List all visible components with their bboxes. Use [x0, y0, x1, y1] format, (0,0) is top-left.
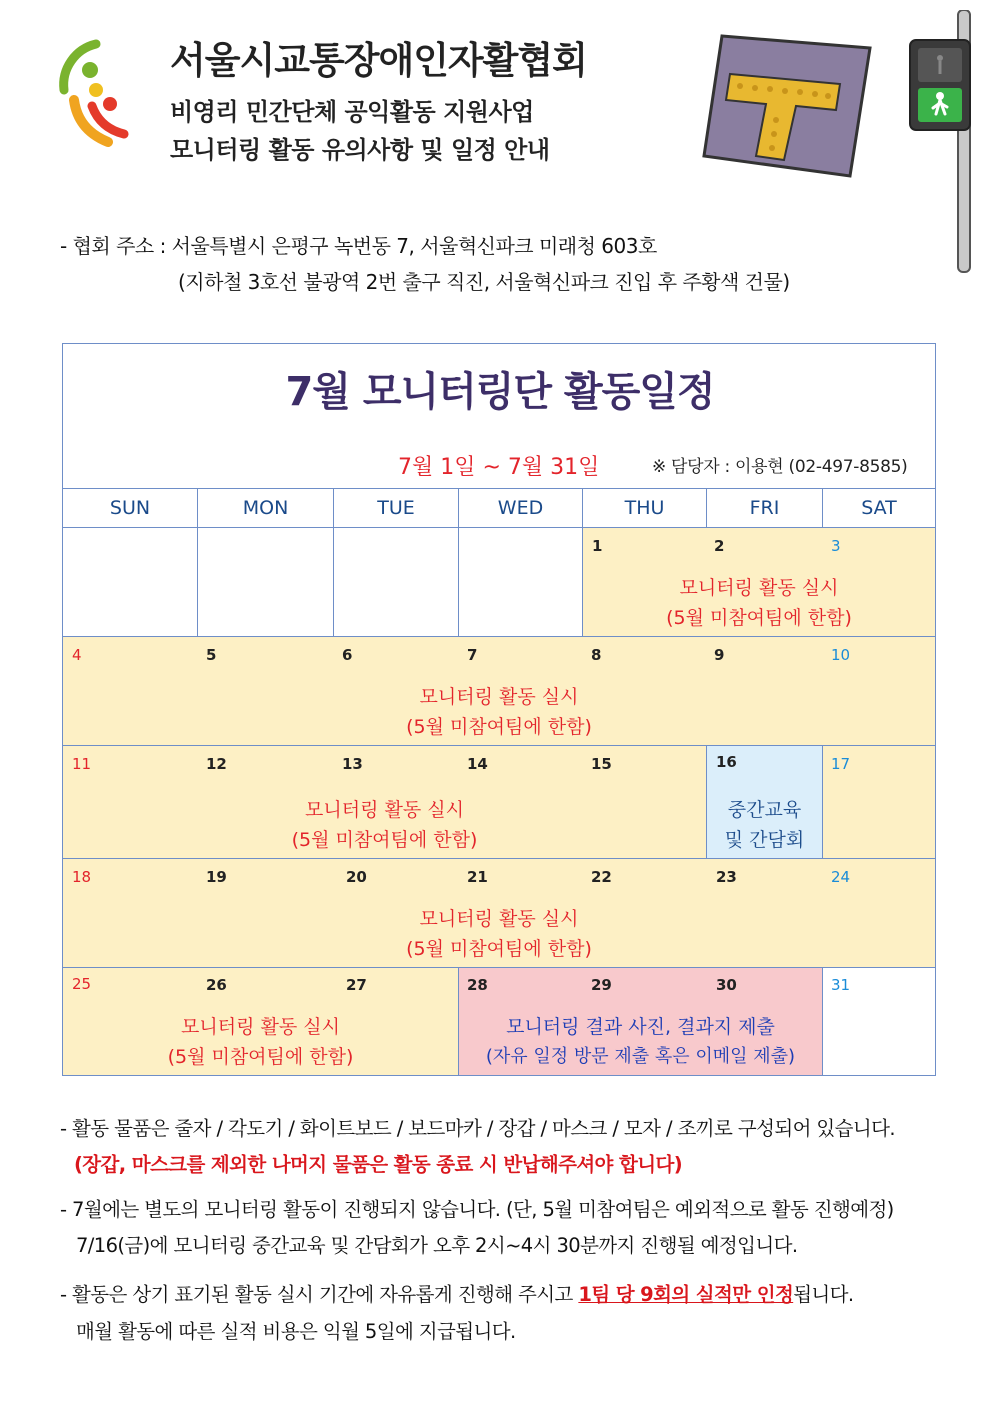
event-monitoring: 모니터링 활동 실시	[679, 577, 839, 599]
day-number: 24	[831, 868, 851, 886]
event-monitoring: 모니터링 활동 실시	[181, 1016, 340, 1038]
day-number: 1	[592, 537, 603, 555]
note-payment: 매월 활동에 따른 실적 비용은 익월 5일에 지급됩니다.	[76, 1320, 516, 1343]
day-number: 13	[342, 755, 363, 773]
calendar-date-range: 7월 1일 ~ 7월 31일	[398, 455, 600, 480]
note-july-schedule: - 7월에는 별도의 모니터링 활동이 진행되지 않습니다. (단, 5월 미참여팀은 예외적으로 활동 진행예정)	[60, 1198, 894, 1221]
contact-person: ※ 담당자 : 이용현 (02-497-8585)	[652, 457, 908, 477]
event-monitoring: 모니터링 활동 실시	[419, 686, 579, 708]
weekday-fri: FRI	[706, 488, 823, 528]
day-number: 29	[591, 976, 612, 994]
note-activity-highlight: 1팀 당 9회의 실적만 인정	[578, 1283, 794, 1306]
event-mid-education: 중간교육	[727, 799, 802, 821]
day-number: 2	[714, 537, 725, 555]
day-number: 12	[206, 755, 227, 773]
calendar-empty-cell	[333, 527, 459, 637]
braille-block-illustration	[700, 30, 875, 180]
day-number: 23	[716, 868, 737, 886]
day-number: 16	[716, 753, 737, 771]
day-number: 17	[831, 755, 851, 773]
day-number: 8	[591, 646, 602, 664]
day-number: 11	[72, 755, 92, 773]
event-meeting: 및 간담회	[724, 829, 805, 851]
day-number: 21	[467, 868, 488, 886]
event-monitoring: 모니터링 활동 실시	[305, 799, 464, 821]
event-submission: 모니터링 결과 사진, 결과지 제출	[506, 1016, 775, 1038]
address-directions: (지하철 3호선 불광역 2번 출구 직진, 서울혁신파크 진입 후 주황색 건물)	[178, 270, 790, 294]
day-number: 14	[467, 755, 488, 773]
day-number: 7	[467, 646, 478, 664]
organization-name: 서울시교통장애인자활협회	[170, 39, 587, 82]
note-activity-rule	[60, 1279, 854, 1307]
calendar-title: 7월 모니터링단 활동일정	[285, 369, 715, 415]
event-monitoring-note: (5월 미참여팀에 한함)	[666, 607, 852, 629]
note-mid-education: 7/16(금)에 모니터링 중간교육 및 간담회가 오후 2시~4시 30분까지 진행될 예정입니다.	[76, 1234, 798, 1257]
weekday-thu: THU	[582, 488, 707, 528]
day-number: 10	[831, 646, 851, 664]
day-number: 6	[342, 646, 353, 664]
note-activity-rule-text: - 활동은 상기 표기된 활동 실시 기간에 자유롭게 진행해 주시고	[60, 1283, 579, 1306]
day-number: 30	[716, 976, 737, 994]
note-equipment: - 활동 물품은 줄자 / 각도기 / 화이트보드 / 보드마카 / 장갑 / 마스크 / 모자 / 조끼로 구성되어 있습니다.	[60, 1117, 895, 1140]
weekday-wed: WED	[458, 488, 583, 528]
note-equipment-return: (장갑, 마스크를 제외한 나머지 물품은 활동 종료 시 반납해주셔야 합니다)	[74, 1153, 683, 1176]
address-line: - 협회 주소 : 서울특별시 은평구 녹번동 7, 서울혁신파크 미래청 603호	[60, 234, 657, 258]
notice-subtitle: 모니터링 활동 유의사항 및 일정 안내	[170, 136, 550, 164]
day-number: 26	[206, 976, 227, 994]
day-number: 19	[206, 868, 227, 886]
day-number: 4	[72, 646, 82, 664]
event-submission-note: (자유 일정 방문 제출 혹은 이메일 제출)	[485, 1046, 796, 1067]
event-monitoring-note: (5월 미참여팀에 한함)	[167, 1046, 354, 1068]
pedestrian-signal-illustration	[900, 10, 990, 275]
day-number: 31	[831, 976, 851, 994]
day-number: 18	[72, 868, 92, 886]
event-monitoring-note: (5월 미참여팀에 한함)	[406, 938, 592, 960]
association-logo-icon	[44, 30, 164, 150]
day-number: 15	[591, 755, 612, 773]
event-monitoring-note: (5월 미참여팀에 한함)	[406, 716, 592, 738]
day-number: 5	[206, 646, 217, 664]
day-number: 9	[714, 646, 725, 664]
weekday-mon: MON	[197, 488, 334, 528]
event-monitoring-note: (5월 미참여팀에 한함)	[291, 829, 478, 851]
project-subtitle: 비영리 민간단체 공익활동 지원사업	[170, 98, 534, 126]
day-number: 22	[591, 868, 612, 886]
day-number: 28	[467, 976, 488, 994]
day-number: 25	[72, 975, 92, 993]
calendar-empty-cell	[62, 527, 198, 637]
day-number: 20	[346, 868, 367, 886]
day-number: 3	[831, 537, 841, 555]
note-activity-rule-end: 됩니다.	[793, 1283, 854, 1306]
weekday-sat: SAT	[822, 488, 936, 528]
day-number: 27	[346, 976, 367, 994]
event-monitoring: 모니터링 활동 실시	[419, 908, 579, 930]
weekday-tue: TUE	[333, 488, 459, 528]
calendar-empty-cell	[458, 527, 583, 637]
weekday-sun: SUN	[62, 488, 198, 528]
calendar-empty-cell	[197, 527, 334, 637]
